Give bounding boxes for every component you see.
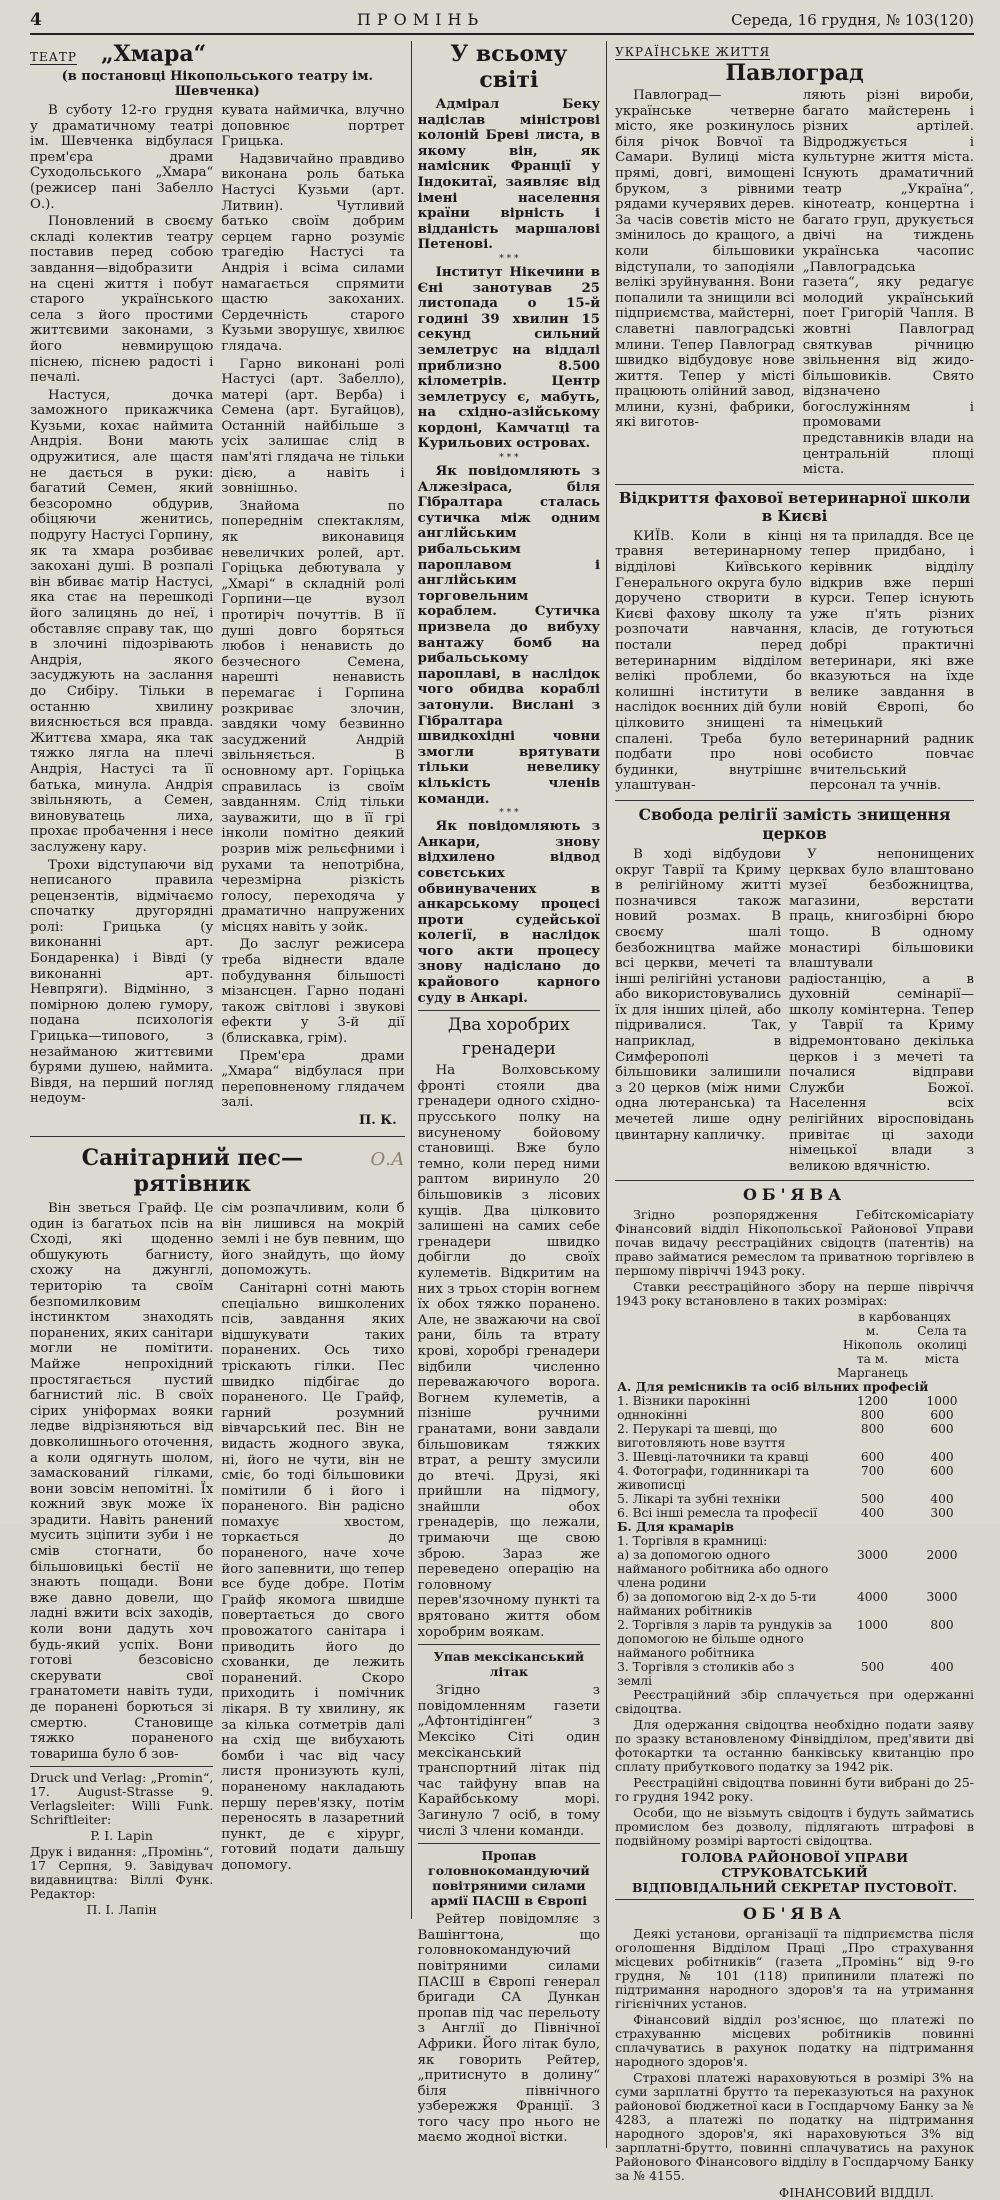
- plane-title: Упав мексіканський літак: [433, 1649, 585, 1680]
- fee-row: 5. Лікарі та зубні техніки 500 400: [617, 1492, 954, 1507]
- fee-table: в карбованцях м. Нікополь та м. Марганець Села та околиці міста А. Для ремісників та осіб вільних професій 1. Візники парокінні 1200 1000 одннокінні 800 600 2. Перукарі та шевці, що виготовляють нове взуття 800 600 3. Шевці-латочники та кравці 600 400 4. Фотографи, годинникарі та живописці 700 600 5. Лікарі та зубні техніки 500 400 6. Всі інші ремесла та професії 400 300 Б. Для крамарів 1. Торгівля в крамниці: а) за допомогою одного найманого робітника або одного члена родини 3000 2000 б) за допомогою від 2-х до 5-ти найманих робітників 4000 3000 2. Торгівля з ларів та рундуків за допомогою не більше одного найманого робітника 1000 800 3. Торгівля з столиків або з землі 500 400: [615, 1310, 974, 1688]
- notice1-sign-head: ГОЛОВА РАЙОНОВОЇ УПРАВИ СТРУКОВАТСЬКИЙ: [680, 1850, 909, 1881]
- fee-row: 1. Торгівля в крамниці:: [617, 1534, 768, 1549]
- paragraph: сім розпачливим, коли б він лишився на мокрій землі і не був певним, що його знайдуть, що йому допоможуть.: [221, 1201, 405, 1279]
- paragraph: Прем'єра драми „Хмара“ відбулася при переповненому глядачем залі.: [221, 1048, 405, 1111]
- paragraph: В ході відбудови округ Таврії та Криму в релігійному житті позначився також новий розмах. В своєму шалі безбожництва майже всі церкви, мечеті та інші релігійні установи або використовувались їх для інших цілей, або підривалися. Так, наприклад, в Симферополі більшовики залишили з 20 церков (між ними одна лютеранська) та мечетей лише одну цвинтарну капличку.: [615, 846, 782, 1143]
- pavlohrad-title: Павлоград: [725, 60, 864, 86]
- paragraph: Надзвичайно правдиво виконана роль батька Настусі Кузьми (арт. Литвин). Чутливий батько своїм добрим серцем гарно розуміє трагедію Настусі та Андрія і всіма силами намагається спрямити щастю закоханих. Сердечність старого Кузьми зворушує, хвилює глядача.: [221, 151, 405, 354]
- notice-registration: [615, 1185, 974, 1895]
- theatre-signature: П. К.: [358, 1113, 397, 1128]
- paragraph: Рейтер повідомляє з Вашінгтона, що головнокомандуючий повітряними силами ПАСШ в Європі генерал бригади СА Дункан пропав під час перельоту з Англії до Північної Африки. Його літак було, як говорить Рейтер, „притиснуто в долину“ біля північного узбережжя Франції. З того часу про нього не маємо жодної вістки.: [417, 1912, 601, 2146]
- handwritten-mark: О.А: [370, 1149, 405, 1170]
- paragraph: Трохи відступаючи від неписаного правила рецензентів, відмічаємо спочатку другорядні ролі: Грицька (у виконанні арт. Бондаренка) і Вівді (у виконанні арт. Невпряги). Відмінно, з помірною долею гумору, подана психологія Грицька—типового, з незайманою життєвими бурями душею, наймита. Вівдя, на перший погляд недоум-: [30, 857, 214, 1107]
- grenadiers-title-1: Два хоробрих: [447, 1015, 570, 1036]
- paragraph: Гарно виконані ролі Настусі (арт. Забелло), матері (арт. Верба) і Семена (арт. Бугайцов), Останній найбільше з усіх залишає слід в пам'яті глядача не тільки дією, а навіть і зовнішньо.: [221, 356, 405, 497]
- middle-column: [412, 41, 607, 2148]
- world-title: У всьому світі: [450, 41, 568, 93]
- paragraph: В суботу 12-го грудня у драматичному театрі ім. Шевченка відбулася прем'єра драми Суходольського „Хмара“ (режисер пані Забелло О.).: [30, 103, 214, 212]
- news-item: Як повідомляють з Анкари, знову відхилено відвод совєтських обвинувачених в анкарському процесі проти судейської колегії, в наслідок чого акти процесу знову надіслано до крайового карного суду в Анкарі.: [417, 819, 601, 1006]
- paragraph: На Волховському фронті стояли два гренадери одного східно-прусського полку на висуненому бойовому становищі. Вже було темно, коли перед ними раптом виринуло 20 більшовиків з лісових кущів. Два цілковито залишені на самих себе гренадери швидко добігли до своїх кулеметів. Відкритим на них з трьох сторін вогнем їх обох тяжко поранено. Але, не зважаючи на свої рани, біль та втрату крові, хоробрі гренадери відбили численно переважаючого ворога. Вогнем кулеметів, а пізніше ручними гранатами, вони завдали більшовикам тяжких втрат, а решту змусили до втечі. Друзі, які прийшли на підмогу, знайшли обох гренадерів, що лежали, тримаючи ще свою зброю. Зараз же переведено операцію на головному перев'язочному пункті та врятовано життя обом хоробрим воякам.: [417, 1063, 601, 1640]
- paragraph: Реєстраційні свідоцтва повинні бути вибрані до 25-го грудня 1942 року.: [615, 1775, 975, 1805]
- paragraph: Згідно з повідомленням газети „Афтонтідінген“ з Мексіко Сіті один мексіканський транспортний літак під час тайфуну впав на Карайбському морі. Загинуло 7 осіб, в тому числі 3 члени команди.: [417, 1683, 601, 1839]
- fee-row: 6. Всі інші ремесла та професії 400 300: [617, 1506, 954, 1521]
- paragraph: Знайома по попереднім спектаклям, як виконавиця невеличких ролей, арт. Горіцька дебютувала у „Хмарі“ в складній ролі Горпини—це вузол протиріч почуттів. В її душі довго боряться любов і ненависть до безчесного Семена, нарешті ненависть перемагає і Горпина розкриває злочин, завдяки чому безвинно засуджений Андрій звільняється. В основному арт. Горіцька справилась із своїм завданням. Слід тільки зауважити, що в її грі інколи помітно деякий розрив між рельєфними і рухами та непотрібна, черезмірна різкість голосу, переходяча у драматично напружених місцях навіть у зойк.: [221, 498, 405, 935]
- notice1-title: ОБ'ЯВА: [742, 1185, 847, 1205]
- paragraph: Деякі установи, організації та підприємства після оголошення Відділом Праці „Про страхування місцевих робітників“ (газета „Промінь“ від 9-го грудня, № 101 (118) припинили платежі по підтримання народного здоров'я та на утримання гігієнічних установ.: [615, 1926, 975, 2012]
- paragraph: Особи, що не візьмуть свідоцтв і будуть займатись промислом без дозволу, підлягають штрафові в подвійному розмірі вартості свідоцтва.: [615, 1805, 975, 1849]
- notice-insurance: [615, 1904, 974, 2200]
- masthead: [30, 10, 974, 35]
- notice2-title: ОБ'ЯВА: [742, 1904, 847, 1924]
- fee-row: 3. Торгівля з столиків або з землі 500 400: [617, 1660, 954, 1689]
- issue-date: Середа, 16 грудня, № 103(120): [731, 11, 974, 29]
- paragraph: Згідно розпорядження Гебітскомісаріату Фінансовий відділ Нікопольської Районової Управи почав видачу реєстраційних свідоцтв (патентів) на право займатися ремеслом та приватною торгівлею в першому півріччі 1943 року.: [615, 1207, 975, 1279]
- left-column: [30, 41, 412, 1919]
- theatre-subtitle: (в постановці Нікопольського театру ім. Шевченка): [61, 69, 374, 99]
- fee-row: 3. Шевці-латочники та кравці 600 400: [617, 1450, 954, 1465]
- paragraph: Поновлений в своєму складі колектив театру поставив перед собою завдання—відобразити на сцені життя і побут старого українського села з його простими життєвими законами, з його невмирущою піснею, піснею радості і печалі.: [30, 214, 214, 386]
- notice1-sign-secretary: ВІДПОВІДАЛЬНИЙ СЕКРЕТАР ПУСТОВОЇТ.: [631, 1880, 958, 1896]
- fee-row: 4. Фотографи, годинникарі та живописці 700 600: [617, 1464, 954, 1493]
- dog-article: [30, 1141, 405, 1919]
- theatre-right: [221, 103, 404, 1132]
- vet-title: Відкриття фахової ветеринарної школи в Києві: [618, 488, 971, 525]
- right-column: [607, 41, 974, 2200]
- theatre-article: [30, 41, 405, 1132]
- news-item: Адмірал Беку надіслав міністрові колоній Бреві листа, в якому він, як намісник Франції у Індокитаї, заявляє від імені населення країни вірність і відданість маршалові Петенові.: [417, 97, 601, 253]
- fee-row: 2. Перукарі та шевці, що виготовляють нове взуття 800 600: [617, 1422, 954, 1451]
- paragraph: ляють різні вироби, багато майстерень і різних артілей. Відроджується і культурне життя міста. Існують драматичний театр „Україна“, кінотеатр, концертна і багато груп, друкується двічі на тиждень українська часопис „Павлоградська газета“, яку редагує молодий український поет Григорій Чапля. В жовтні Павлоград святкував річницю звільнення від жидо-більшовиків. Свято відзначено богослужінням і промовами представників влади на центральній площі міста.: [802, 88, 975, 478]
- news-item: Інститут Нікечини в Єні занотував 25 листопада о 15-й годині 39 хвилин 15 секунд сильний землетрус на віддалі приблизно 8.500 кілометрів. Центр землетрусу є, мабуть, на східно-азійському кордоні, Камчатці та Курильових островах.: [417, 264, 601, 452]
- fee-row: а) за допомогою одного найманого робітника або одного члена родини 3000 2000: [617, 1548, 958, 1591]
- paragraph: КИЇВ. Коли в кінці травня ветеринарному відділові Київського Генерального округа було доручено створити в Києві фахову школу та розпочати навчання, постали перед ветеринарним відділом велікі проблеми, бо колишні інститути в наслідок воєнних дій були цілковито знищені та спалені. Треба було подбати про нові будинки, внутрішнє улаштуван-: [615, 528, 802, 794]
- grenadiers-title-2: гренадери: [461, 1039, 556, 1060]
- fee-row: 2. Торгівля з ларів та рундуків за допомогою не більше одного найманого робітника 1000 800: [617, 1618, 954, 1661]
- religion-title: Свобода релігії замість знищення церков: [638, 804, 951, 843]
- paragraph: Санітарні сотні мають спеціально вишколених псів, завдання яких відшукувати таких поранених. Ось тихо тріскають гілки. Пес швидко підбігає до пораненого. Це Грайф, гарний розумний вівчарський пес. Він не видасть жодного звука, ні, його не чути, він не сміє, бо тоді більшовики помітили б і його і пораненого. Він радісно помахує хвостом, торкається до пораненого, наче хоче його запевнити, що тепер все буде добре. Потім Грайф якомога швидше повертається до свого провожатого санітара і приводить його до схованки, де лежить поранений. Скоро приходить і помічник лікаря. В ту хвилину, як за кілька сотметрів далі на схід ще вибухають бомби і час від часу листя пронизують кулі, пораненому накладають першу перев'язку, потім переносять в лазаретний пункт, де є хірург, готовий подати дальшу допомогу.: [221, 1280, 405, 1873]
- paragraph: До заслуг режисера треба віднести вдале побудування більшості мізансцен. Гарно подані також світлові і звукові ефекти у 3-й дії (блискавка, грім).: [221, 937, 405, 1047]
- paragraph: Настуся, дочка заможного прикажчика Кузьми, кохає наймита Андрія. Вони мають одружитися, але щастя не дається в руки: багатий Семен, який безсоромно обдурив, обіцяючи женитись, подругу Настусі Горпину, як та хмара розбиває закохані душі. В розпалі він вбиває матір Настусі, яка стає на перешкоді його залицянь до неї, і обставляє справу так, що в злочині підозрівають Андрія, якого засуджують на заслання до Сибіру. Тільки в останню хвилину вияснюється вся правда. Життєва хмара, яка так тяжко лягла на плечі Андрія, Настусі та її батька, минула. Андрія звільняють, а Семен, виновуватець лиха, прохає пробачення і несе заслужену кару.: [30, 387, 214, 855]
- paragraph: Фінансовий відділ роз'яснює, що платежі по страхуванню місцевих робітників повинні сплачуватись в рахунок податку на підтримання народного здоров'я.: [615, 2012, 975, 2070]
- rubric-ukrainian-life: УКРАЇНСЬКЕ ЖИТТЯ: [615, 45, 771, 59]
- news-item: Як повідомляють з Алжезіраса, біля Гібралтара сталась сутичка між одним англійським рибальським пароплавом і англійським торговельним кораблем. Сутичка призвела до вибуху вантажу бомб на рибальському пароплаві, в наслідок чого обидва кораблі затонули. Вислані з Гібралтара швидкохідні човни змогли врятувати тільки невелику кількість членів команди.: [417, 464, 601, 807]
- fee-row: 1. Візники парокінні 1200 1000: [617, 1394, 958, 1409]
- paragraph: Страхові платежі нараховуються в розмірі 3% на суми зарплатні брутто та переказуються на рахунок районової бюджетної каси в Госпдарчому Банку за № 4283, а платежі по податку на підтримання народного здоров'я, які нараховуються 3% від зарплатні-брутто, повинні сплачуватись на рахунок Районового Фінансового відділу в Госпдарчому Банку за № 4155.: [615, 2070, 975, 2184]
- paragraph: Реєстраційний збір сплачується при одержанні свідоцтва.: [615, 1687, 975, 1717]
- paragraph: ня та приладдя. Все це тепер придбано, і керівник відділу відкрив вже перші курси. Тепер існують уже п'ять різних класів, де готуються добрі практичні ветеринари, які вже вказуються на їхде велике завдання в новій Європі, бо німецький ветеринарний радник особисто повчає вчительський персонал та учнів.: [809, 528, 975, 794]
- rubric-theatre: ТЕАТР: [30, 50, 77, 64]
- imprint: Druck und Verlag: „Promin“, 17. August-Strasse 9. Verlagsleiter: Willi Funk. Schriftleiter: P. I. Lapin Друк і видання: „Промінь“, 17 Серпня, 9. Завідувач видавництва: Віллі Функ. Редактор: П. І. Лапін: [30, 1770, 214, 1918]
- missing-title: Пропав головнокомандуючий повітряними силами армії ПАСШ в Європі: [428, 1848, 590, 1909]
- paragraph: Ставки реєстраційного збору на перше півріччя 1943 року встановлено в таких розмірах:: [615, 1279, 975, 1309]
- paragraph: У непонищених церквах було влаштовано музеї безбожництва, магазини, верстати праць, книгозбірні бюро тощо. В одному монастирі більшовики влаштували радіостанцію, а в духовній семінарії—школу комінтерна. Тепер у Таврії та Криму відремонтовано декілька церков і з мечеті та почалися відправи Служби Божої. Населення всіх релігійних віросповідань привітає ці заходи німецької влади з великою вдячністю.: [789, 846, 975, 1174]
- paper-name: ПРОМІНЬ: [356, 10, 485, 29]
- theatre-title: „Хмара“: [100, 41, 207, 67]
- theatre-left: [30, 103, 213, 1132]
- fee-row: б) за допомогою від 2-х до 5-ти найманих робітників 4000 3000: [617, 1590, 958, 1619]
- paragraph: Павлоград—українське четверне місто, яке розкинулось біля річок Вовчої та Самари. Вулиці міста прямі, довгі, вимощені бруком, з рівними рядами кучерявих дерев. За часів совєтів місто не змінилось до кращого, а коли більшовики відступали, то заподіяли велікі зруйнування. Вони попалили та знищили всі підприємства, майстерні, славетні павлоградські млини. Тепер Павлоград швидко відбудовує нове життя. Тепер у місті працюють олійний завод, млини, кузні, фабрики, які виготов-: [615, 88, 795, 431]
- fee-row: одннокінні 800 600: [617, 1408, 954, 1423]
- page-number: 4: [30, 10, 42, 30]
- notice2-sign: ФІНАНСОВИЙ ВІДДІЛ.: [778, 2185, 935, 2200]
- paragraph: кувата наймичка, влучно доповнює портрет Грицька.: [221, 103, 405, 150]
- dog-title: Санітарний пес—рятівник: [81, 1145, 303, 1197]
- paragraph: Він зветься Грайф. Це один із багатьох псів на Сході, які щоденно обшукують багнисту, схожу на джунглі, територію та своїм безпомилковим інстинктом знаходять поранених, яких санітари могли не помітити. Майже непрохідний простягається пустий багнистий ліс. В своїх сірих уніформах вояки ледве відрізняються від довколишнього оточення, а коли одягнуть шолом, замаскований гілками, вони зовсім непомітні. Їх кожний звук може їх зрадити. Навіть ранений мусить зціпити зуби і не смів стогнати, бо більшовицькі бестії не знають пощади. Вони вже давно довели, що ладні вжити всіх заходів, коли вони дадуть хоч будь-який успіх. Вони готові безсовісно скерувати свої гранатомети навіть туди, де поранені борються зі смертю. Становище тяжко пораненого товариша було б зов-: [30, 1201, 214, 1762]
- world-news: Адмірал Беку надіслав міністрові колоній Бреві листа, в якому він, як намісник Франції у Індокитаї, заявляє від імені населення країни вірність і відданість маршалові Петенові. * * * Інститут Нікечини в Єні занотував 25 листопада о 15-й годині 39 хвилин 15 секунд сильний землетрус на віддалі приблизно 8.500 кілометрів. Центр землетрусу є, мабуть, на східно-азійському кордоні, Камчатці та Курильових островах. * * * Як повідомляють з Алжезіраса, біля Гібралтара сталась сутичка між одним англійським рибальським пароплавом і англійським торговельним кораблем. Сутичка призвела до вибуху вантажу бомб на рибальському пароплаві, в наслідок чого обидва кораблі затонули. Вислані з Гібралтара швидкохідні човни змогли врятувати тільки невелику кількість членів команди. * * * Як повідомляють з Анкари, знову відхилено відвод совєтських обвинувачених в анкарському процесі проти судейської колегії, в наслідок чого акти процесу знову надіслано до крайового карного суду в Анкарі.: [417, 97, 601, 1006]
- paragraph: Для одержання свідоцтва необхідно подати заяву по зразку встановленому Фінвідділом, пред'явити дві фотокартки та останню банківську квитанцію про сплату прибуткового податку за 1942 рік.: [615, 1717, 975, 1775]
